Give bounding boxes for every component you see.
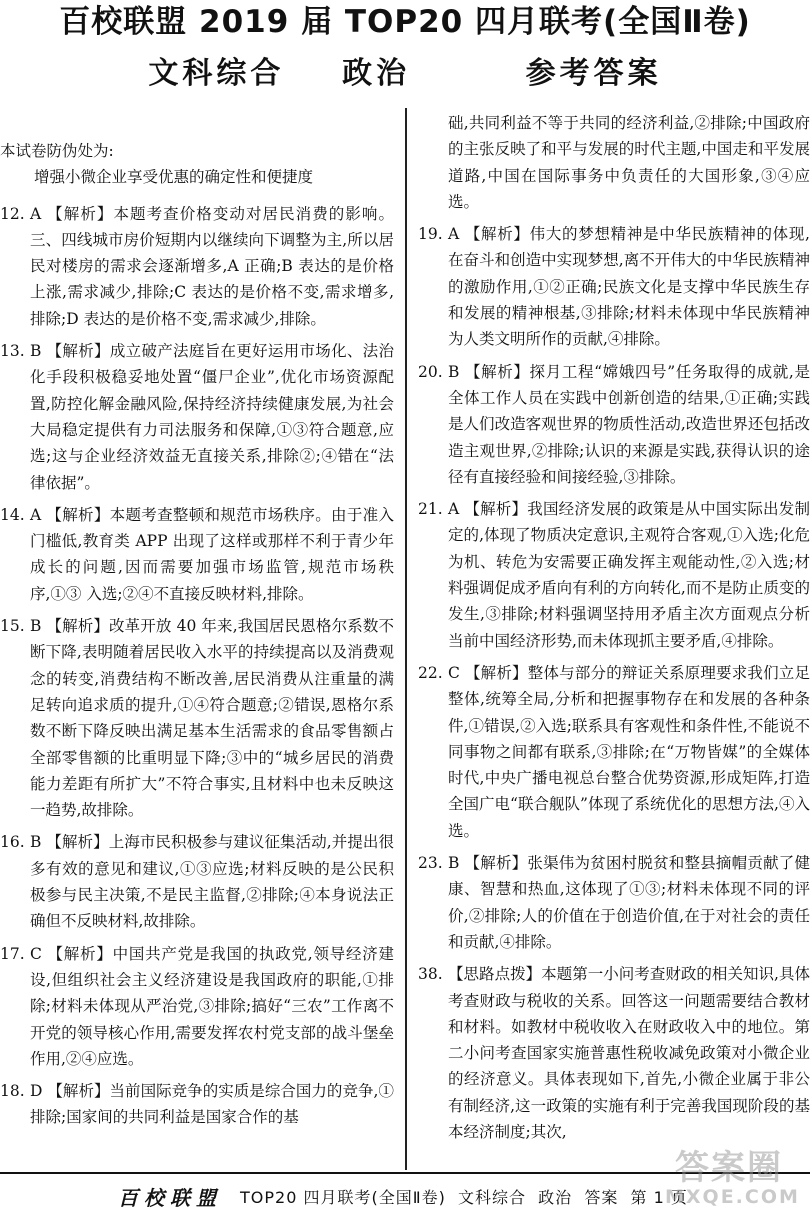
left-column — [0, 110, 394, 1131]
right-answer-list — [418, 221, 810, 1145]
answer-item — [0, 502, 394, 607]
answer-text: B 【解析】张渠伟为贫困村脱贫和整县摘帽贡献了健康、智慧和热血,这体现了①③;材料未体现不同的评价,②排除;人的价值在于创造价值,在于对社会的责任和贡献,④排除。 — [448, 854, 810, 951]
right-column — [418, 110, 810, 1145]
answer-number: 15. — [0, 617, 25, 636]
answer-text: A 【解析】我国经济发展的政策是从中国实际出发制定的,体现了物质决定意识,主观符合客观,①入选;化危为机、转危为安需要正确发挥主观能动性,②入选;材料强调促成矛盾向有利的方向转化,而不是防止质变的发生,③排除;材料强调坚持用矛盾主次方面观点分析当前中国经济形势,而未体现抓主要矛盾,④排除。 — [448, 500, 810, 650]
answer-text: B 【解析】探月工程“嫦娥四号”任务取得的成就,是全体工作人员在实践中创新创造的结果,①正确;实践是人们改造客观世界的物质性活动,改造世界还包括改造主观世界,②排除;认识的来源是实践,获得认识的途径有直接经验和间接经验,③排除。 — [448, 362, 810, 486]
answer-number: 23. — [418, 854, 443, 873]
answer-number: 22. — [418, 663, 443, 682]
answer-item — [418, 496, 810, 654]
answer-item — [418, 961, 810, 1145]
answer-number: 18. — [0, 1082, 25, 1101]
left-answer-list — [0, 201, 394, 1131]
answer-number: 16. — [0, 833, 25, 852]
answer-number: 13. — [0, 342, 25, 361]
answer-number: 17. — [0, 944, 25, 963]
answer-number: 12. — [0, 204, 25, 223]
answer-item — [0, 941, 394, 1072]
answer-item — [0, 829, 394, 934]
answer-item — [0, 201, 394, 332]
answer-text: B 【解析】成立破产法庭旨在更好运用市场化、法治化手段积极稳妥地处置“僵尸企业”,优化市场资源配置,防控化解金融风险,保持经济持续健康发展,为社会大局稳定提供有力司法服务和保障,①③符合题意,应选;这与企业经济效益无直接关系,排除②;④错在“法律依据”。 — [30, 342, 394, 492]
intro-line-2: 增强小微企业享受优惠的确定性和便捷度 — [34, 168, 314, 187]
answer-item — [0, 1078, 394, 1131]
answer-text: B 【解析】上海市民积极参与建议征集活动,并提出很多有效的意见和建议,①③应选;材料反映的是公民积极参与民主决策,不是民主监督,②排除;④本身说法正确但不反映材料,故排除。 — [30, 833, 394, 931]
answer-text: A 【解析】本题考查价格变动对居民消费的影响。三、四线城市房价短期内以继续向下调整为主,所以居民对楼房的需求会逐渐增多,A 正确;B 表达的是价格上涨,需求减少,排除;C 表达的是价格不变,需求增多,排除;D 表达的是价格不变,需求减少,排除。 — [30, 204, 394, 328]
answer-text: D 【解析】当前国际竞争的实质是综合国力的竞争,①排除;国家间的共同利益是国家合作的基 — [30, 1082, 394, 1127]
answer-text: 【思路点拨】本题第一小问考查财政的相关知识,具体考查财政与税收的关系。回答这一问题需要结合教材和材料。如教材中税收收入在财政收入中的地位。第二小问考查国家实施普惠性税收减免政策对小微企业的经济意义。具体表现如下,首先,小微企业属于非公有制经济,这一政策的实施有利于完善我国现阶段的基本经济制度;其次, — [448, 965, 810, 1141]
answer-number: 20. — [418, 362, 443, 381]
answer-item — [418, 660, 810, 844]
answer-number: 14. — [0, 505, 25, 524]
answer-text: B 【解析】改革开放 40 年来,我国居民恩格尔系数不断下降,表明随着居民收入水平的持续提高以及消费观念的转变,消费结构不断改善,居民消费从注重量的满足转向追求质的提升,①④符合题意;②错误,恩格尔系数不断下降反映出满足基本生活需求的食品零售额占全部零售额的比重明显下降;③中的“城乡居民的消费能力差距有所扩大”不符合事实,且材料中也未反映这一趋势,故排除。 — [30, 617, 394, 820]
answer-item — [418, 850, 810, 955]
watermark-line-2: MXQE.COM — [665, 1186, 800, 1208]
answer-text: C 【解析】中国共产党是我国的执政党,领导经济建设,但组织社会主义经济建设是我国政府的职能,①排除;材料未体现从严治党,③排除;搞好“三农”工作离不开党的领导核心作用,需要发挥农村党支部的战斗堡垒作用,②④应选。 — [30, 944, 394, 1068]
answer-text: C 【解析】整体与部分的辩证关系原理要求我们立足整体,统筹全局,分析和把握事物存在和发展的各种条件,①错误,②入选;联系具有客观性和条件性,不能说不同事物之间都有联系,③排除;在“万物皆媒”的全媒体时代,中央广播电视总台整合优势资源,形成矩阵,打造全国广电“联合舰队”体现了系统优化的思想方法,④入选。 — [448, 663, 810, 840]
footer-brand-logo: 百校联盟 — [118, 1186, 222, 1210]
watermark-logo — [665, 1140, 805, 1210]
page-title: 百校联盟 2019 届 TOP20 四月联考(全国Ⅱ卷) — [59, 4, 751, 40]
anti-counterfeit-note — [0, 138, 394, 191]
answer-item — [0, 338, 394, 496]
column-divider — [405, 108, 407, 1170]
continued-answer-18: 础,共同利益不等于共同的经济利益,②排除;中国政府的主张反映了和平与发展的时代主题,中国走和平发展道路,中国在国际事务中负责任的大国形象,③④应选。 — [448, 114, 810, 211]
answer-text: A 【解析】伟大的梦想精神是中华民族精神的体现,在奋斗和创造中实现梦想,离不开伟大的中华民族精神的激励作用,①②正确;民族文化是支撑中华民族生存和发展的精神根基,③排除;材料未体现中华民族精神为人类文明所作的贡献,④排除。 — [448, 225, 810, 349]
answer-number: 19. — [418, 225, 443, 244]
intro-line-1: 本试卷防伪处为: — [0, 142, 114, 160]
page-subtitle: 文科综合 政治 参考答案 — [148, 56, 662, 91]
footer-text: TOP20 四月联考(全国Ⅱ卷) 文科综合 政治 答案 第 1 页 — [240, 1188, 688, 1207]
answer-number: 38. — [418, 965, 443, 984]
answer-item — [0, 613, 394, 823]
answer-item — [418, 221, 810, 352]
answer-text: A 【解析】本题考查整顿和规范市场秩序。由于准入门槛低,教育类 APP 出现了这样或那样不利于青少年成长的问题,因而需要加强市场监管,规范市场秩序,①③ 入选;②④不直接反映材料,排除。 — [30, 505, 394, 603]
answer-item — [418, 359, 810, 490]
watermark-line-1: 答案圈 — [675, 1148, 783, 1188]
answer-number: 21. — [418, 500, 443, 519]
